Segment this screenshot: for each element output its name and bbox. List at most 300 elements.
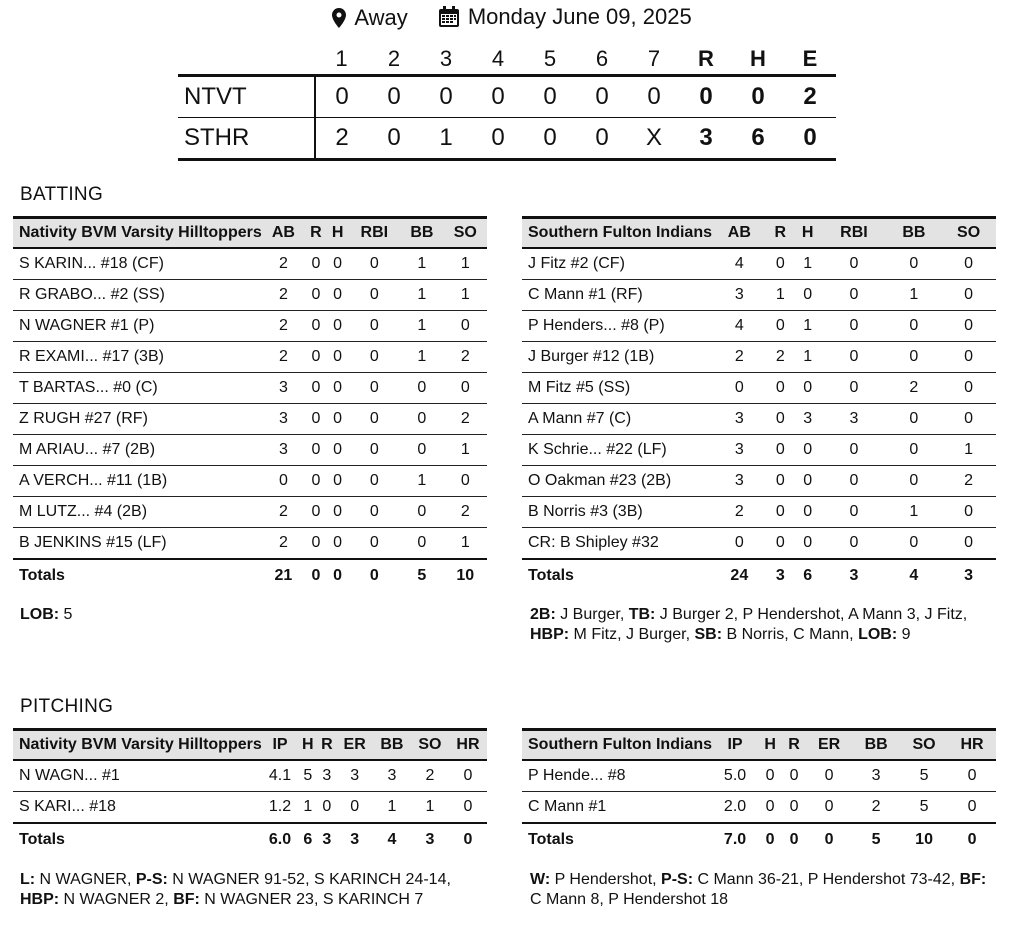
note-label: P-S: <box>135 871 168 888</box>
player-name: C Mann #1 (RF) <box>522 280 712 311</box>
total-value: 3 <box>941 559 996 591</box>
stat-value: 0 <box>948 792 996 824</box>
note-value: P Hendershot, <box>550 871 662 888</box>
note-label: 2B: <box>530 606 556 623</box>
total-value: 3 <box>317 823 336 855</box>
stat-value: 0 <box>348 435 400 466</box>
linescore-row-home <box>178 118 836 160</box>
stat-value: 0 <box>348 497 400 528</box>
stat-value: 0 <box>941 280 996 311</box>
stat-value: 2 <box>712 342 767 373</box>
stat-value: 0 <box>941 497 996 528</box>
stat-value: 0 <box>305 528 327 560</box>
note-label: LOB: <box>858 626 898 643</box>
stat-value: 0 <box>821 528 886 560</box>
inning-header: 6 <box>595 46 609 71</box>
note-value: M Fitz, J Burger, <box>569 626 695 643</box>
inning-score: 0 <box>576 76 628 118</box>
note-value: N WAGNER 2, <box>59 891 174 908</box>
stat-value: 0 <box>305 497 327 528</box>
stat-value: 0 <box>348 248 400 280</box>
linescore-row-away <box>178 76 836 118</box>
col-header: BB <box>852 730 900 761</box>
col-header: ER <box>336 730 373 761</box>
col-header: HR <box>948 730 996 761</box>
player-row <box>13 248 487 280</box>
note-label: TB: <box>628 606 656 623</box>
stat-value: 0 <box>449 792 487 824</box>
note-label: HBP: <box>20 891 60 908</box>
player-name: J Burger #12 (1B) <box>522 342 712 373</box>
player-name: N WAGNER #1 (P) <box>13 311 262 342</box>
stat-value: 0 <box>449 760 487 792</box>
stat-value: 0 <box>948 760 996 792</box>
stat-value: 0 <box>400 404 443 435</box>
player-name: M Fitz #5 (SS) <box>522 373 712 404</box>
col-header: IP <box>262 730 299 761</box>
total-value: 0 <box>348 559 400 591</box>
inning-score: 1 <box>420 118 472 160</box>
linescore-table <box>178 44 836 161</box>
stat-value: 3 <box>262 435 305 466</box>
player-row <box>13 280 487 311</box>
stat-value: 0 <box>887 404 942 435</box>
stat-value: 0 <box>348 373 400 404</box>
stat-value: 0 <box>941 373 996 404</box>
inning-score: 0 <box>368 118 420 160</box>
total-value: 6.0 <box>262 823 299 855</box>
total-value: 21 <box>262 559 305 591</box>
team-name-header: Nativity BVM Varsity Hilltoppers <box>13 730 262 761</box>
stat-value: 0 <box>794 373 821 404</box>
stat-value: 0 <box>941 248 996 280</box>
stat-value: 0 <box>348 280 400 311</box>
stat-value: 0 <box>400 528 443 560</box>
stat-value: 1 <box>400 342 443 373</box>
stat-value: 0 <box>821 497 886 528</box>
player-name: C Mann #1 <box>522 792 712 824</box>
player-row <box>13 760 487 792</box>
stat-value: 1 <box>941 435 996 466</box>
stat-value: 0 <box>327 435 349 466</box>
stat-value: 0 <box>348 466 400 497</box>
col-header: RBI <box>821 218 886 249</box>
totals-row <box>522 559 996 591</box>
total-value: 5 <box>400 559 443 591</box>
stat-value: 5 <box>900 792 948 824</box>
stat-value: 3 <box>373 760 411 792</box>
stat-value: 0 <box>444 373 487 404</box>
date-text: Monday June 09, 2025 <box>467 4 692 29</box>
team-abbr: NTVT <box>178 76 315 118</box>
stat-value: 0 <box>806 760 852 792</box>
inning-header: 1 <box>335 46 348 71</box>
note-label: BF: <box>173 891 200 908</box>
total-value: 0 <box>948 823 996 855</box>
stat-value: 0 <box>821 435 886 466</box>
col-header: SO <box>444 218 487 249</box>
stat-value: 0 <box>712 373 767 404</box>
pitching-notes-home <box>530 870 990 910</box>
calendar-icon <box>438 6 460 28</box>
stat-value: 1 <box>794 342 821 373</box>
stat-value: 1 <box>411 792 449 824</box>
stat-value: 0 <box>400 497 443 528</box>
stat-value: 4 <box>712 248 767 280</box>
errors-total: 0 <box>784 118 836 160</box>
stat-value: 1.2 <box>262 792 299 824</box>
total-value: 7.0 <box>712 823 758 855</box>
col-header: SO <box>941 218 996 249</box>
stat-value: 0 <box>327 497 349 528</box>
inning-score: 0 <box>524 118 576 160</box>
player-name: B Norris #3 (3B) <box>522 497 712 528</box>
player-row <box>522 760 996 792</box>
stat-value: 1 <box>400 248 443 280</box>
player-row <box>522 404 996 435</box>
col-header: IP <box>712 730 758 761</box>
player-name: T BARTAS... #0 (C) <box>13 373 262 404</box>
col-header: AB <box>262 218 305 249</box>
col-header: BB <box>400 218 443 249</box>
inning-header: 7 <box>647 46 661 71</box>
player-row <box>522 497 996 528</box>
inning-score: 0 <box>472 76 524 118</box>
player-row <box>522 466 996 497</box>
inning-score: 0 <box>628 76 680 118</box>
stat-value: 1 <box>373 792 411 824</box>
stat-value: 2 <box>767 342 794 373</box>
col-header: RBI <box>348 218 400 249</box>
batting-notes-away <box>20 605 490 625</box>
total-value: 0 <box>305 559 327 591</box>
map-pin-icon <box>332 8 346 28</box>
team-abbr: STHR <box>178 118 315 160</box>
stat-value: 0 <box>941 342 996 373</box>
player-name: M ARIAU... #7 (2B) <box>13 435 262 466</box>
total-value: 10 <box>900 823 948 855</box>
player-name: CR: B Shipley #32 <box>522 528 712 560</box>
note-label: W: <box>530 871 551 888</box>
stat-value: 3 <box>317 760 336 792</box>
stat-value: 1 <box>794 248 821 280</box>
stat-value: 0 <box>336 792 373 824</box>
stat-value: 0 <box>305 311 327 342</box>
player-name: B JENKINS #15 (LF) <box>13 528 262 560</box>
runs-total: 0 <box>680 76 732 118</box>
stat-value: 0 <box>806 792 852 824</box>
inning-score: 0 <box>420 76 472 118</box>
total-value: 6 <box>794 559 821 591</box>
col-header: H <box>758 730 782 761</box>
col-header: H <box>327 218 349 249</box>
stat-value: 0 <box>767 373 794 404</box>
player-name: Z RUGH #27 (RF) <box>13 404 262 435</box>
stat-value: 2 <box>262 342 305 373</box>
hits-total: 0 <box>732 76 784 118</box>
stat-value: 0 <box>887 435 942 466</box>
errors-header: E <box>802 46 818 71</box>
stat-value: 0 <box>348 528 400 560</box>
note-value: B Norris, C Mann, <box>722 626 859 643</box>
inning-header: 4 <box>491 46 505 71</box>
stat-value: 0 <box>444 311 487 342</box>
player-row <box>522 280 996 311</box>
player-name: M LUTZ... #4 (2B) <box>13 497 262 528</box>
stat-value: 0 <box>444 466 487 497</box>
inning-score: X <box>628 118 680 160</box>
stat-value: 5.0 <box>712 760 758 792</box>
total-value: 0 <box>758 823 782 855</box>
player-name: K Schrie... #22 (LF) <box>522 435 712 466</box>
inning-score: 0 <box>368 76 420 118</box>
hits-header: H <box>750 46 766 71</box>
col-header: BB <box>373 730 411 761</box>
runs-header: R <box>698 46 714 71</box>
col-header: H <box>794 218 821 249</box>
stat-value: 0 <box>887 466 942 497</box>
stat-value: 1 <box>400 311 443 342</box>
stat-value: 4 <box>712 311 767 342</box>
stat-value: 0 <box>317 792 336 824</box>
player-name: R GRABO... #2 (SS) <box>13 280 262 311</box>
stat-value: 0 <box>941 404 996 435</box>
stat-value: 0 <box>327 466 349 497</box>
player-row <box>13 528 487 560</box>
stat-value: 3 <box>262 373 305 404</box>
player-row <box>522 792 996 824</box>
stat-value: 2 <box>262 311 305 342</box>
stat-value: 0 <box>327 311 349 342</box>
player-row <box>13 466 487 497</box>
inning-score: 0 <box>576 118 628 160</box>
stat-value: 1 <box>444 435 487 466</box>
note-label: HBP: <box>530 626 570 643</box>
total-value: 10 <box>444 559 487 591</box>
player-name: A Mann #7 (C) <box>522 404 712 435</box>
pitching-table-away <box>13 728 487 855</box>
player-row <box>13 342 487 373</box>
inning-header: 2 <box>387 46 401 71</box>
note-label: L: <box>20 871 36 888</box>
player-row <box>522 528 996 560</box>
total-value: 4 <box>887 559 942 591</box>
player-name: R EXAMI... #17 (3B) <box>13 342 262 373</box>
player-name: P Hende... #8 <box>522 760 712 792</box>
stat-value: 0 <box>767 528 794 560</box>
totals-row <box>13 559 487 591</box>
col-header: BB <box>887 218 942 249</box>
inning-score: 0 <box>524 76 576 118</box>
col-header: ER <box>806 730 852 761</box>
batting-table-away <box>13 216 487 591</box>
total-value: 6 <box>298 823 317 855</box>
col-header: R <box>782 730 806 761</box>
stat-value: 2 <box>444 342 487 373</box>
totals-label: Totals <box>522 559 712 591</box>
stat-value: 3 <box>712 435 767 466</box>
totals-label: Totals <box>13 823 262 855</box>
stat-value: 1 <box>444 248 487 280</box>
col-header: AB <box>712 218 767 249</box>
stat-value: 2 <box>444 497 487 528</box>
game-header <box>0 4 1024 34</box>
stat-value: 2 <box>411 760 449 792</box>
col-header: R <box>767 218 794 249</box>
runs-total: 3 <box>680 118 732 160</box>
col-header: H <box>298 730 317 761</box>
col-header: SO <box>411 730 449 761</box>
batting-title: BATTING <box>20 184 104 205</box>
col-header: R <box>305 218 327 249</box>
player-row <box>522 435 996 466</box>
stat-value: 1 <box>767 280 794 311</box>
stat-value: 0 <box>794 497 821 528</box>
stat-value: 1 <box>400 466 443 497</box>
player-row <box>13 497 487 528</box>
note-value: N WAGNER 23, S KARINCH 7 <box>199 891 424 908</box>
inning-score: 0 <box>472 118 524 160</box>
team-name-header: Southern Fulton Indians <box>522 218 712 249</box>
linescore-team-header <box>178 44 315 76</box>
stat-value: 2 <box>262 528 305 560</box>
note-value: 5 <box>59 606 73 623</box>
stat-value: 0 <box>758 760 782 792</box>
total-value: 0 <box>782 823 806 855</box>
total-value: 0 <box>806 823 852 855</box>
player-name: J Fitz #2 (CF) <box>522 248 712 280</box>
stat-value: 2 <box>262 248 305 280</box>
stat-value: 0 <box>941 528 996 560</box>
batting-notes-home <box>530 605 1004 645</box>
player-row <box>13 792 487 824</box>
stat-value: 3 <box>712 404 767 435</box>
note-label: BF: <box>959 871 987 888</box>
player-name: N WAGN... #1 <box>13 760 262 792</box>
stat-value: 0 <box>305 373 327 404</box>
stat-value: 0 <box>821 466 886 497</box>
stat-value: 0 <box>782 792 806 824</box>
player-name: O Oakman #23 (2B) <box>522 466 712 497</box>
hits-total: 6 <box>732 118 784 160</box>
stat-value: 0 <box>400 435 443 466</box>
inning-score: 2 <box>315 118 368 160</box>
pitching-title: PITCHING <box>20 696 114 717</box>
stat-value: 0 <box>887 248 942 280</box>
totals-row <box>13 823 487 855</box>
stat-value: 0 <box>821 373 886 404</box>
total-value: 5 <box>852 823 900 855</box>
note-value: J Burger, <box>555 606 629 623</box>
total-value: 0 <box>449 823 487 855</box>
stat-value: 0 <box>327 342 349 373</box>
stat-value: 0 <box>348 311 400 342</box>
stat-value: 1 <box>794 311 821 342</box>
errors-total: 2 <box>784 76 836 118</box>
stat-value: 0 <box>305 435 327 466</box>
stat-value: 0 <box>941 311 996 342</box>
player-name: P Henders... #8 (P) <box>522 311 712 342</box>
stat-value: 3 <box>712 280 767 311</box>
stat-value: 0 <box>767 311 794 342</box>
player-name: S KARIN... #18 (CF) <box>13 248 262 280</box>
stat-value: 0 <box>262 466 305 497</box>
stat-value: 2 <box>941 466 996 497</box>
stat-value: 3 <box>712 466 767 497</box>
stat-value: 0 <box>305 280 327 311</box>
stat-value: 0 <box>782 760 806 792</box>
team-name-header: Nativity BVM Varsity Hilltoppers <box>13 218 262 249</box>
stat-value: 0 <box>794 466 821 497</box>
stat-value: 5 <box>900 760 948 792</box>
inning-header: 3 <box>439 46 453 71</box>
player-row <box>522 248 996 280</box>
stat-value: 0 <box>327 373 349 404</box>
stat-value: 0 <box>712 528 767 560</box>
location <box>332 5 407 31</box>
stat-value: 0 <box>794 528 821 560</box>
note-value: N WAGNER, <box>35 871 136 888</box>
game-date <box>438 4 692 30</box>
stat-value: 1 <box>400 280 443 311</box>
stat-value: 1 <box>887 497 942 528</box>
stat-value: 0 <box>400 373 443 404</box>
stat-value: 3 <box>821 404 886 435</box>
stat-value: 0 <box>327 280 349 311</box>
stat-value: 0 <box>794 435 821 466</box>
location-text: Away <box>354 5 408 30</box>
stat-value: 0 <box>821 342 886 373</box>
pitching-table-home <box>522 728 996 855</box>
player-row <box>13 373 487 404</box>
stat-value: 0 <box>348 342 400 373</box>
note-value: C Mann 36-21, P Hendershot 73-42, <box>693 871 960 888</box>
stat-value: 2 <box>262 280 305 311</box>
stat-value: 0 <box>348 404 400 435</box>
total-value: 3 <box>336 823 373 855</box>
total-value: 4 <box>373 823 411 855</box>
pitching-notes-away <box>20 870 460 910</box>
stat-value: 1 <box>298 792 317 824</box>
stat-value: 0 <box>821 311 886 342</box>
stat-value: 3 <box>852 760 900 792</box>
total-value: 0 <box>327 559 349 591</box>
stat-value: 0 <box>305 466 327 497</box>
stat-value: 2 <box>712 497 767 528</box>
total-value: 24 <box>712 559 767 591</box>
player-row <box>13 435 487 466</box>
note-label: P-S: <box>661 871 694 888</box>
stat-value: 0 <box>887 311 942 342</box>
player-name: S KARI... #18 <box>13 792 262 824</box>
stat-value: 0 <box>327 528 349 560</box>
stat-value: 0 <box>821 248 886 280</box>
stat-value: 5 <box>298 760 317 792</box>
col-header: HR <box>449 730 487 761</box>
stat-value: 3 <box>794 404 821 435</box>
col-header: SO <box>900 730 948 761</box>
total-value: 3 <box>411 823 449 855</box>
stat-value: 3 <box>336 760 373 792</box>
totals-row <box>522 823 996 855</box>
total-value: 3 <box>767 559 794 591</box>
stat-value: 0 <box>887 528 942 560</box>
stat-value: 0 <box>305 248 327 280</box>
stat-value: 1 <box>887 280 942 311</box>
player-row <box>13 311 487 342</box>
team-name-header: Southern Fulton Indians <box>522 730 712 761</box>
player-name: A VERCH... #11 (1B) <box>13 466 262 497</box>
